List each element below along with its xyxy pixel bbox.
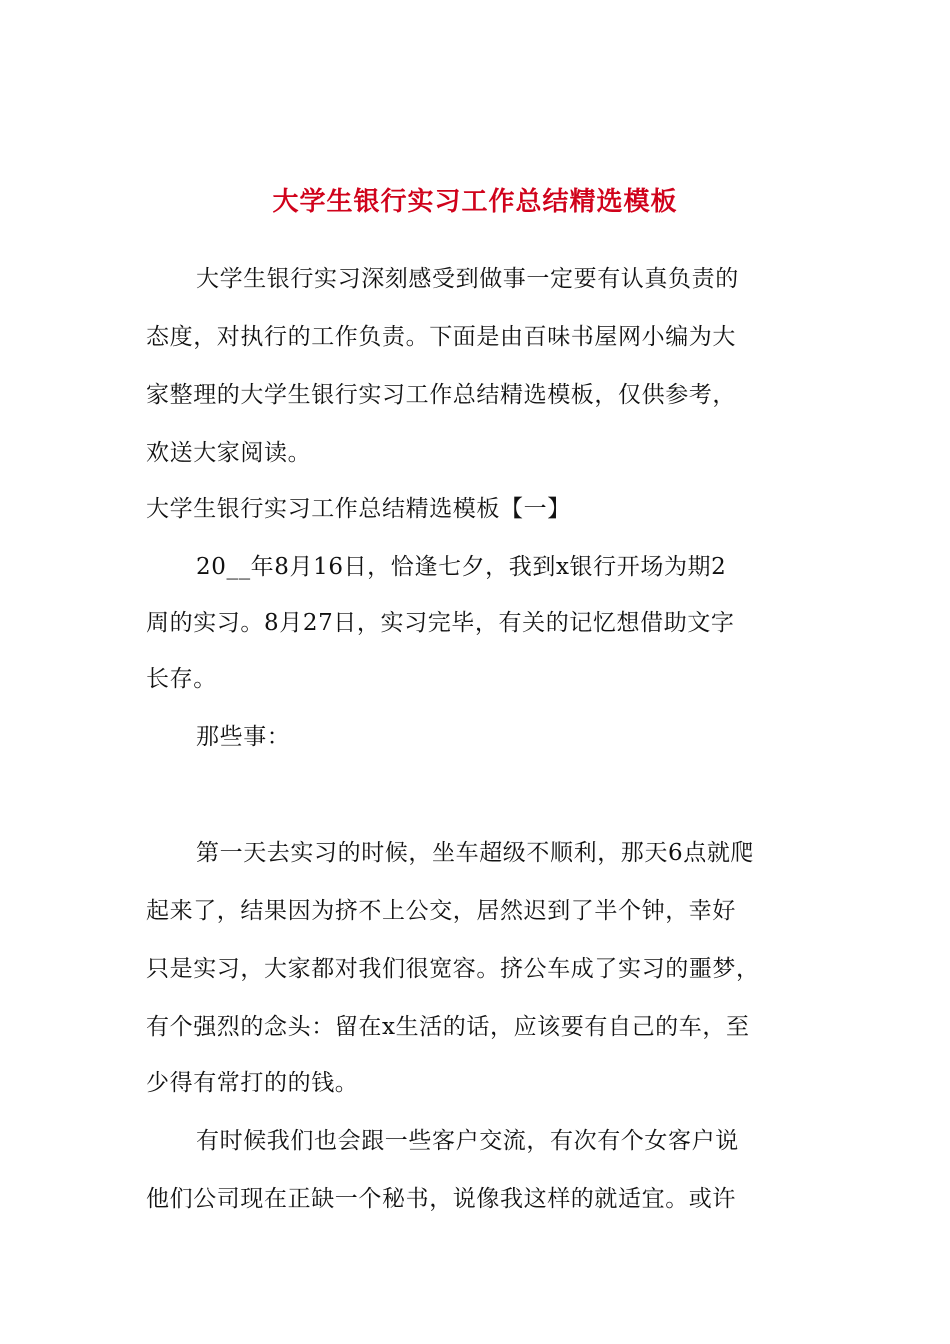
paragraph-line: 那些事： <box>196 724 291 750</box>
paragraph-line: 长存。 <box>146 666 217 692</box>
paragraph-line: 少得有常打的的钱。 <box>146 1070 359 1096</box>
paragraph-line: 只是实习，大家都对我们很宽容。挤公车成了实习的噩梦， <box>146 956 760 982</box>
paragraph-line: 周的实习。8月27日，实习完毕，有关的记忆想借助文字 <box>146 610 735 636</box>
section-heading: 大学生银行实习工作总结精选模板【一】 <box>146 496 571 522</box>
paragraph-line: 第一天去实习的时候，坐车超级不顺利，那天6点就爬 <box>196 840 755 866</box>
paragraph-line: 有个强烈的念头：留在x生活的话，应该要有自己的车，至 <box>146 1014 750 1040</box>
paragraph-line: 家整理的大学生银行实习工作总结精选模板，仅供参考， <box>146 382 736 408</box>
paragraph-line: 20__年8月16日，恰逢七夕，我到x银行开场为期2 <box>196 554 727 580</box>
document-title: 大学生银行实习工作总结精选模板 <box>272 187 678 217</box>
paragraph-line: 大学生银行实习深刻感受到做事一定要有认真负责的 <box>196 266 739 292</box>
paragraph-line: 有时候我们也会跟一些客户交流，有次有个女客户说 <box>196 1128 739 1154</box>
paragraph-line: 欢送大家阅读。 <box>146 440 312 466</box>
paragraph-line: 他们公司现在正缺一个秘书，说像我这样的就适宜。或许 <box>146 1186 736 1212</box>
paragraph-line: 态度，对执行的工作负责。下面是由百味书屋网小编为大 <box>146 324 736 350</box>
paragraph-line: 起来了，结果因为挤不上公交，居然迟到了半个钟，幸好 <box>146 898 736 924</box>
